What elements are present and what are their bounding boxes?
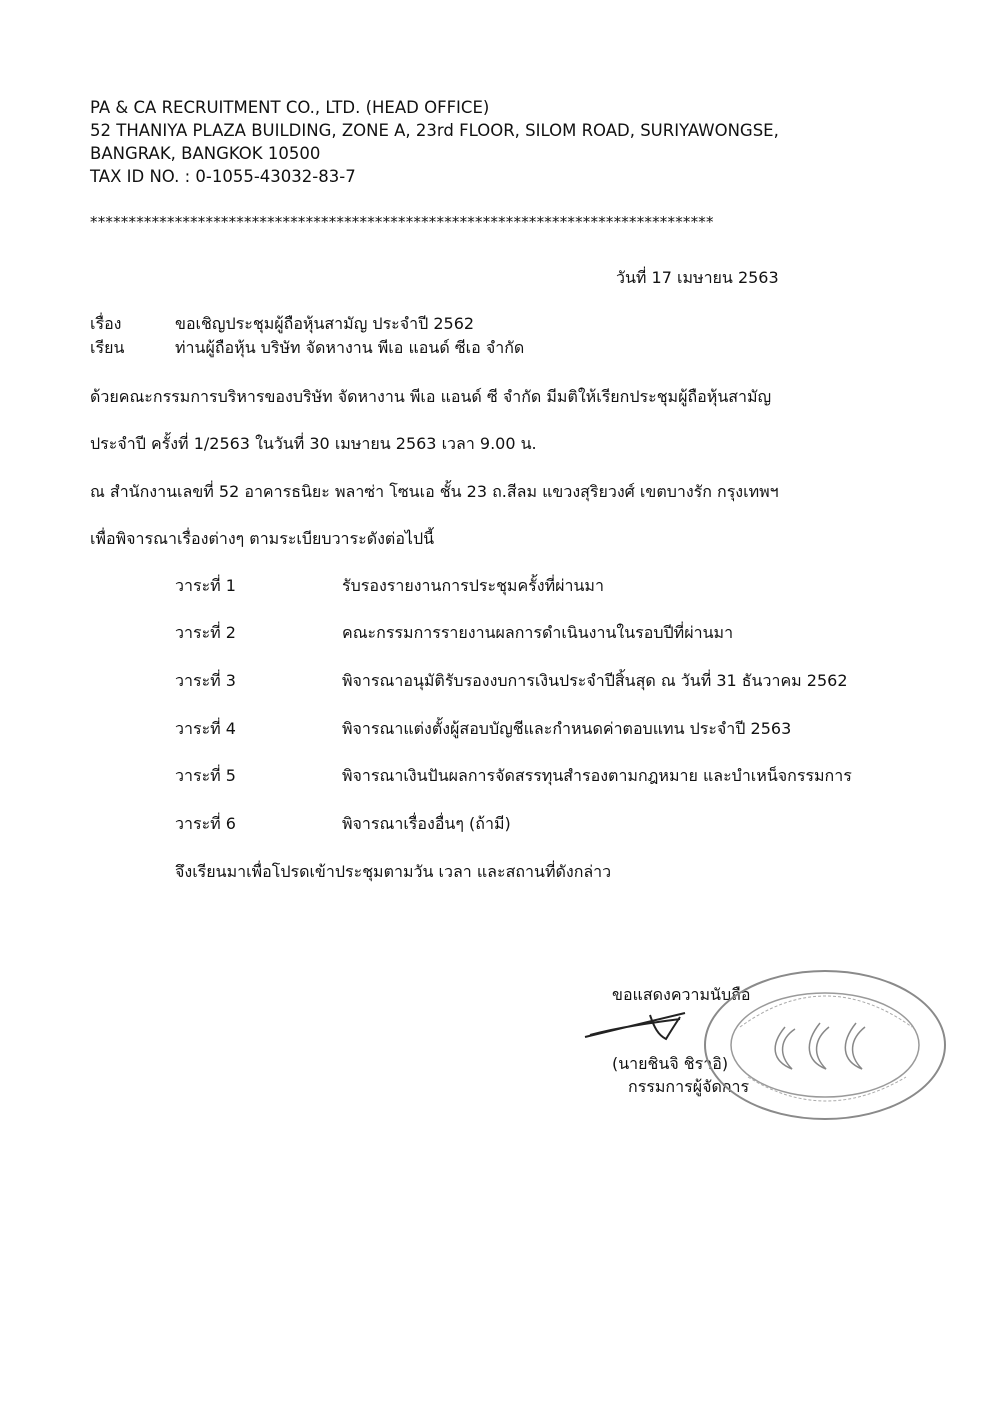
company-seal-stamp	[700, 965, 950, 1125]
letter-date: วันที่ 17 เมษายน 2563	[616, 268, 779, 287]
signatory-name: (นายชินจิ ชิราอิ)	[612, 1054, 729, 1073]
body-paragraph-3: ณ สำนักงานเลขที่ 52 อาคารธนิยะ พลาซ่า โซนเอ ชั้น 23 ถ.สีลม แขวงสุริยวงศ์ เขตบางรัก กรุงเทพฯ	[90, 482, 779, 501]
signature-scribble	[580, 1005, 690, 1045]
agenda-text: พิจารณาเงินปันผลการจัดสรรทุนสำรองตามกฎหมาย และบำเหน็จกรรมการ	[342, 766, 852, 785]
body-paragraph-4: เพื่อพิจารณาเรื่องต่างๆ ตามระเบียบวาระดังต่อไปนี้	[90, 529, 435, 548]
closing-text: จึงเรียนมาเพื่อโปรดเข้าประชุมตามวัน เวลา และสถานที่ดังกล่าว	[175, 862, 612, 881]
agenda-number: วาระที่ 1	[175, 576, 236, 595]
agenda-text: รับรองรายงานการประชุมครั้งที่ผ่านมา	[342, 576, 604, 595]
company-address-line2: BANGRAK, BANGKOK 10500	[90, 144, 321, 163]
company-name: PA & CA RECRUITMENT CO., LTD. (HEAD OFFICE)	[90, 98, 490, 117]
body-paragraph-1: ด้วยคณะกรรมการบริหารของบริษัท จัดหางาน พีเอ แอนด์ ซี จำกัด มีมติให้เรียกประชุมผู้ถือหุ้นสามัญ	[90, 387, 772, 406]
recipient-label: เรียน	[90, 338, 125, 357]
separator-line: *********************************************************************************	[90, 213, 714, 231]
agenda-text: พิจารณาแต่งตั้งผู้สอบบัญชีและกำหนดค่าตอบแทน ประจำปี 2563	[342, 719, 792, 738]
signatory-title: กรรมการผู้จัดการ	[628, 1077, 750, 1096]
subject-text: ขอเชิญประชุมผู้ถือหุ้นสามัญ ประจำปี 2562	[175, 314, 475, 333]
agenda-number: วาระที่ 5	[175, 766, 236, 785]
agenda-number: วาระที่ 3	[175, 671, 236, 690]
agenda-number: วาระที่ 4	[175, 719, 236, 738]
agenda-number: วาระที่ 2	[175, 623, 236, 642]
agenda-text: พิจารณาอนุมัติรับรองงบการเงินประจำปีสิ้นสุด ณ วันที่ 31 ธันวาคม 2562	[342, 671, 848, 690]
recipient-text: ท่านผู้ถือหุ้น บริษัท จัดหางาน พีเอ แอนด์ ซีเอ จำกัด	[175, 338, 525, 357]
subject-label: เรื่อง	[90, 314, 122, 333]
signoff-regards: ขอแสดงความนับถือ	[612, 985, 751, 1004]
company-tax-id: TAX ID NO. : 0-1055-43032-83-7	[90, 167, 356, 186]
company-address-line1: 52 THANIYA PLAZA BUILDING, ZONE A, 23rd FLOOR, SILOM ROAD, SURIYAWONGSE,	[90, 121, 779, 140]
agenda-number: วาระที่ 6	[175, 814, 236, 833]
agenda-text: คณะกรรมการรายงานผลการดำเนินงานในรอบปีที่ผ่านมา	[342, 623, 734, 642]
agenda-text: พิจารณาเรื่องอื่นๆ (ถ้ามี)	[342, 814, 511, 833]
body-paragraph-2: ประจำปี ครั้งที่ 1/2563 ในวันที่ 30 เมษายน 2563 เวลา 9.00 น.	[90, 434, 537, 453]
